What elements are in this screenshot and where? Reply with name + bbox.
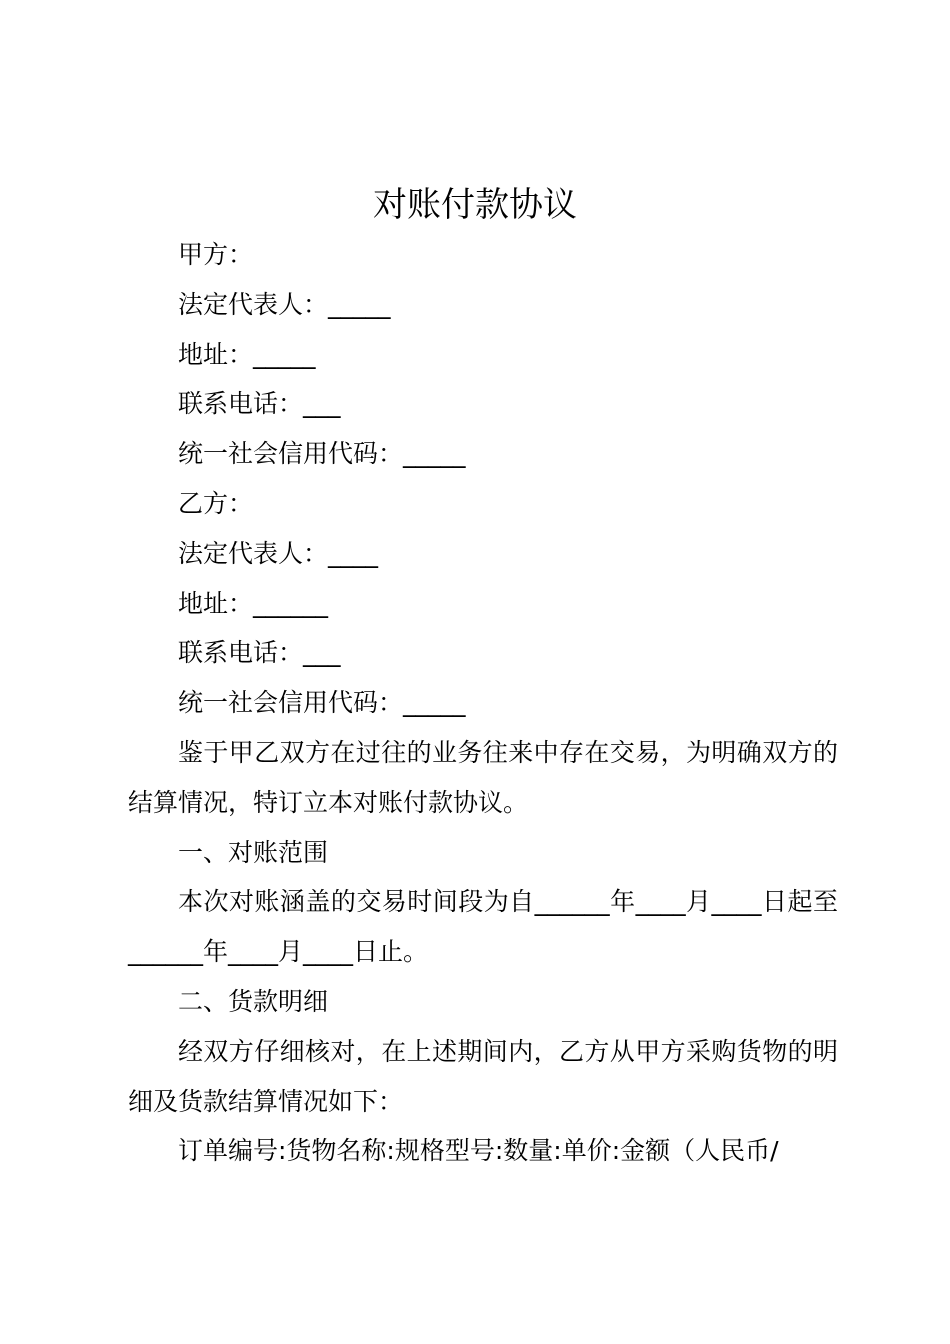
section2-table-header: 订单编号:货物名称:规格型号:数量:单价:金额（人民币/ [178, 1136, 779, 1166]
document-body [128, 230, 838, 1176]
party-a-phone: 联系电话：___ [178, 389, 341, 419]
section2-heading: 二、货款明细 [178, 986, 329, 1016]
preamble-paragraph: 鉴于甲乙双方在过往的业务往来中存在交易，为明确双方的结算情况，特订立本对账付款协议。 [128, 737, 838, 817]
party-a-legal-rep: 法定代表人：_____ [178, 289, 391, 319]
party-a-label: 甲方： [178, 240, 254, 269]
party-b-legal-rep: 法定代表人：____ [178, 538, 379, 568]
party-a-address: 地址：_____ [178, 339, 316, 369]
party-b-phone: 联系电话：___ [178, 638, 341, 668]
section2-body: 经双方仔细核对，在上述期间内，乙方从甲方采购货物的明细及货款结算情况如下： [128, 1036, 838, 1116]
party-a-credit-code: 统一社会信用代码：_____ [178, 439, 466, 469]
section1-body: 本次对账涵盖的交易时间段为自______年____月____日起至______年____月____日止。 [128, 887, 838, 967]
document-title: 对账付款协议 [373, 185, 577, 225]
party-b-credit-code: 统一社会信用代码：_____ [178, 688, 466, 718]
party-b-address: 地址：______ [178, 588, 329, 618]
section1-heading: 一、对账范围 [178, 837, 329, 867]
party-b-label: 乙方： [178, 488, 254, 518]
